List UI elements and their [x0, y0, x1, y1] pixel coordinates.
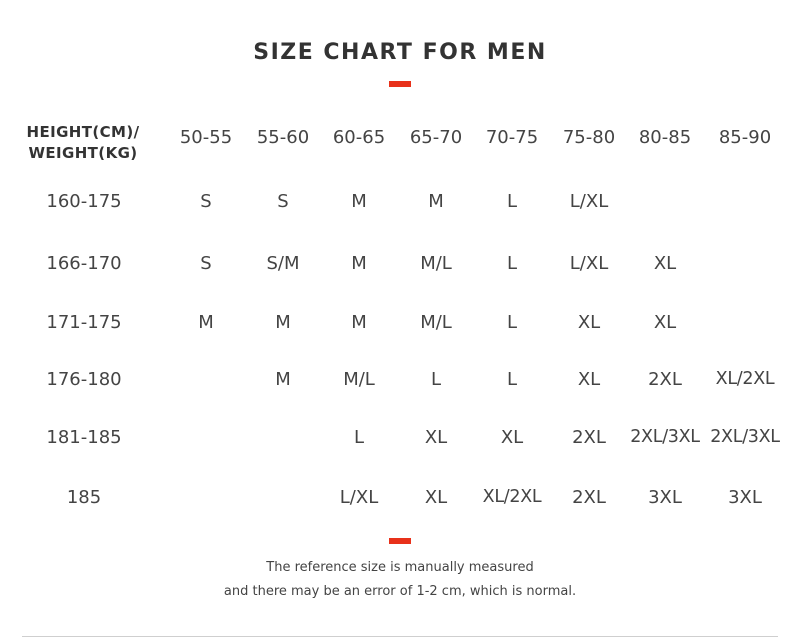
weight-column-header: 50-55 — [179, 127, 233, 148]
size-cell: 2XL/3XL — [710, 427, 780, 447]
weight-column-header: 85-90 — [718, 127, 772, 148]
table-header-label — [0, 122, 166, 164]
size-cell: M — [275, 369, 291, 390]
header-label-weight: WEIGHT(KG) — [28, 144, 138, 162]
size-cell: M — [351, 253, 367, 274]
size-cell: M — [275, 312, 291, 333]
height-row-label: 166-170 — [46, 253, 122, 274]
size-cell: L — [430, 369, 442, 390]
size-cell: 2XL — [572, 487, 606, 508]
size-cell: L — [506, 369, 518, 390]
size-cell: XL/2XL — [482, 487, 542, 507]
weight-column-header: 70-75 — [485, 127, 539, 148]
size-cell: S — [277, 191, 289, 212]
size-cell: 2XL — [648, 369, 682, 390]
weight-column-header: 55-60 — [256, 127, 310, 148]
note-line-1: The reference size is manually measured — [266, 560, 534, 575]
size-cell: M/L — [343, 369, 375, 390]
size-cell: XL — [424, 427, 448, 448]
size-cell: L/XL — [339, 487, 379, 508]
size-cell: 3XL — [728, 487, 762, 508]
weight-column-header: 75-80 — [562, 127, 616, 148]
size-cell: M — [428, 191, 444, 212]
title-accent-bar — [389, 81, 411, 87]
weight-column-header: 80-85 — [638, 127, 692, 148]
header-label-height: HEIGHT(CM)/ — [26, 123, 140, 141]
size-cell: 3XL — [648, 487, 682, 508]
size-cell: L/XL — [569, 253, 609, 274]
size-cell: L/XL — [569, 191, 609, 212]
height-row-label: 181-185 — [46, 427, 122, 448]
size-cell: XL — [424, 487, 448, 508]
size-cell: L — [353, 427, 365, 448]
size-cell: M — [351, 191, 367, 212]
size-cell: S/M — [266, 253, 300, 274]
height-row-label: 176-180 — [46, 369, 122, 390]
height-row-label: 185 — [66, 487, 102, 508]
size-cell: M — [198, 312, 214, 333]
size-cell: XL/2XL — [715, 369, 775, 389]
page-title: SIZE CHART FOR MEN — [253, 40, 547, 65]
size-cell: L — [506, 312, 518, 333]
size-cell: XL — [653, 312, 677, 333]
weight-column-header: 65-70 — [409, 127, 463, 148]
weight-column-header: 60-65 — [332, 127, 386, 148]
size-cell: 2XL — [572, 427, 606, 448]
size-cell: XL — [500, 427, 524, 448]
bottom-divider — [22, 636, 778, 637]
size-cell: XL — [653, 253, 677, 274]
height-row-label: 171-175 — [46, 312, 122, 333]
note-accent-bar — [389, 538, 411, 544]
size-cell: M/L — [420, 312, 452, 333]
size-cell: XL — [577, 312, 601, 333]
size-cell: S — [200, 253, 212, 274]
size-cell: L — [506, 191, 518, 212]
height-row-label: 160-175 — [46, 191, 122, 212]
size-cell: M/L — [420, 253, 452, 274]
size-cell: L — [506, 253, 518, 274]
size-cell: S — [200, 191, 212, 212]
size-cell: M — [351, 312, 367, 333]
size-cell: 2XL/3XL — [630, 427, 700, 447]
note-line-2: and there may be an error of 1-2 cm, which is normal. — [223, 584, 577, 599]
size-cell: XL — [577, 369, 601, 390]
